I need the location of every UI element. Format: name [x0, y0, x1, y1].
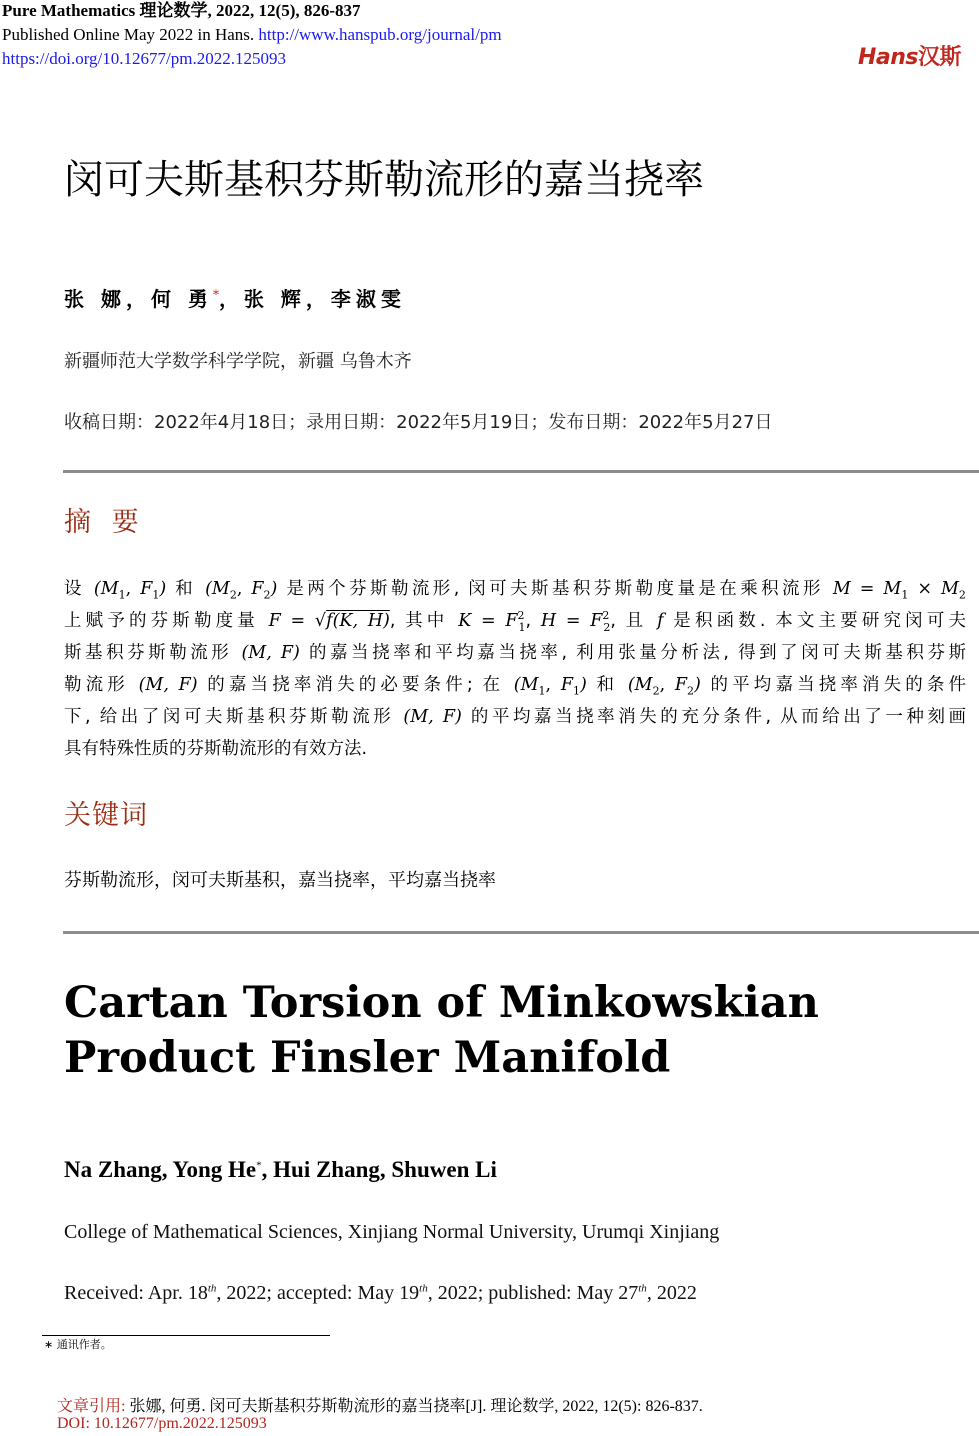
journal-link[interactable]: http://www.hanspub.org/journal/pm	[258, 25, 502, 44]
citation-doi[interactable]: DOI: 10.12677/pm.2022.125093	[57, 1415, 267, 1432]
abstract-line: 上赋予的芬斯勒度量 F = √f(K, H), 其中 $K = F^2_1$, $H = F^2_2$, 且 f 是积函数. 本文主要研究闵可夫	[64, 609, 966, 634]
logo-cn: 汉斯	[917, 45, 961, 70]
corresponding-mark-cn: *	[212, 287, 219, 302]
keywords-heading: 关键词	[64, 800, 148, 831]
section-divider-top	[63, 470, 979, 473]
footnote-corresponding: ∗ 通讯作者。	[44, 1338, 112, 1351]
abstract-heading: 摘 要	[64, 507, 145, 538]
abstract-line: 下, 给出了闵可夫斯基积芬斯勒流形 (M, F) 的平均嘉当挠率消失的充分条件, 从而给出了一种刻画	[64, 707, 966, 727]
affiliation-cn: 新疆师范大学数学科学学院，新疆 乌鲁木齐	[64, 351, 412, 372]
authors-en	[64, 1157, 497, 1183]
abstract-line: 勒流形 (M, F) 的嘉当挠率消失的必要条件; 在 ($M_1$, $F_1$) 和 ($M_2$, $F_2$) 的平均嘉当挠率消失的条件	[64, 675, 966, 698]
citation-label: 文章引用:	[57, 1398, 126, 1415]
abstract-line: 具有特殊性质的芬斯勒流形的有效方法.	[64, 739, 368, 759]
abstract-line: 设 ($M_1$, $F_1$) 和 ($M_2$, $F_2$) 是两个芬斯勒流形, 闵可夫斯基积芬斯勒度量是在乘积流形 $M = M_1 \times M_2$	[64, 579, 966, 602]
published-text: Published Online May 2022 in Hans.	[2, 25, 255, 44]
abstract-body	[64, 573, 966, 765]
page-title-en	[64, 976, 819, 1086]
authors-cn-part2: ，张 辉，李淑雯	[218, 287, 406, 311]
authors-cn-part1: 张 娜，何 勇	[64, 287, 213, 311]
abstract-line: 斯基积芬斯勒流形 (M, F) 的嘉当挠率和平均嘉当挠率, 利用张量分析法, 得到了闵可夫斯基积芬斯	[64, 643, 966, 663]
citation-line	[57, 1393, 703, 1416]
authors-en-part2: , Hui Zhang, Shuwen Li	[261, 1157, 497, 1182]
hans-logo	[858, 40, 961, 71]
journal-line: Pure Mathematics 理论数学, 2022, 12(5), 826-837	[2, 1, 361, 20]
affiliation-en: College of Mathematical Sciences, Xinjiang Normal University, Urumqi Xinjiang	[64, 1221, 720, 1243]
doi-link[interactable]: https://doi.org/10.12677/pm.2022.125093	[2, 49, 286, 68]
dates-en: Received: Apr. 18th, 2022; accepted: May 19th, 2022; published: May 27th, 2022	[64, 1282, 697, 1304]
corresponding-mark-en: *	[256, 1159, 262, 1172]
published-line	[2, 24, 502, 46]
section-divider-bottom	[63, 931, 979, 934]
logo-latin: Hans	[857, 45, 918, 70]
authors-cn	[64, 283, 406, 312]
keywords-list: 芬斯勒流形，闵可夫斯基积，嘉当挠率，平均嘉当挠率	[64, 870, 496, 891]
page-title-cn: 闵可夫斯基积芬斯勒流形的嘉当挠率	[64, 157, 704, 203]
title-en-line2: Product Finsler Manifold	[64, 1033, 671, 1083]
authors-en-part1: Na Zhang, Yong He	[64, 1157, 257, 1182]
dates-cn: 收稿日期：2022年4月18日；录用日期：2022年5月19日；发布日期：2022年5月27日	[64, 412, 773, 433]
citation-text: 张娜, 何勇. 闵可夫斯基积芬斯勒流形的嘉当挠率[J]. 理论数学, 2022, 12(5): 826-837.	[129, 1398, 703, 1415]
title-en-line1: Cartan Torsion of Minkowskian	[64, 978, 819, 1028]
